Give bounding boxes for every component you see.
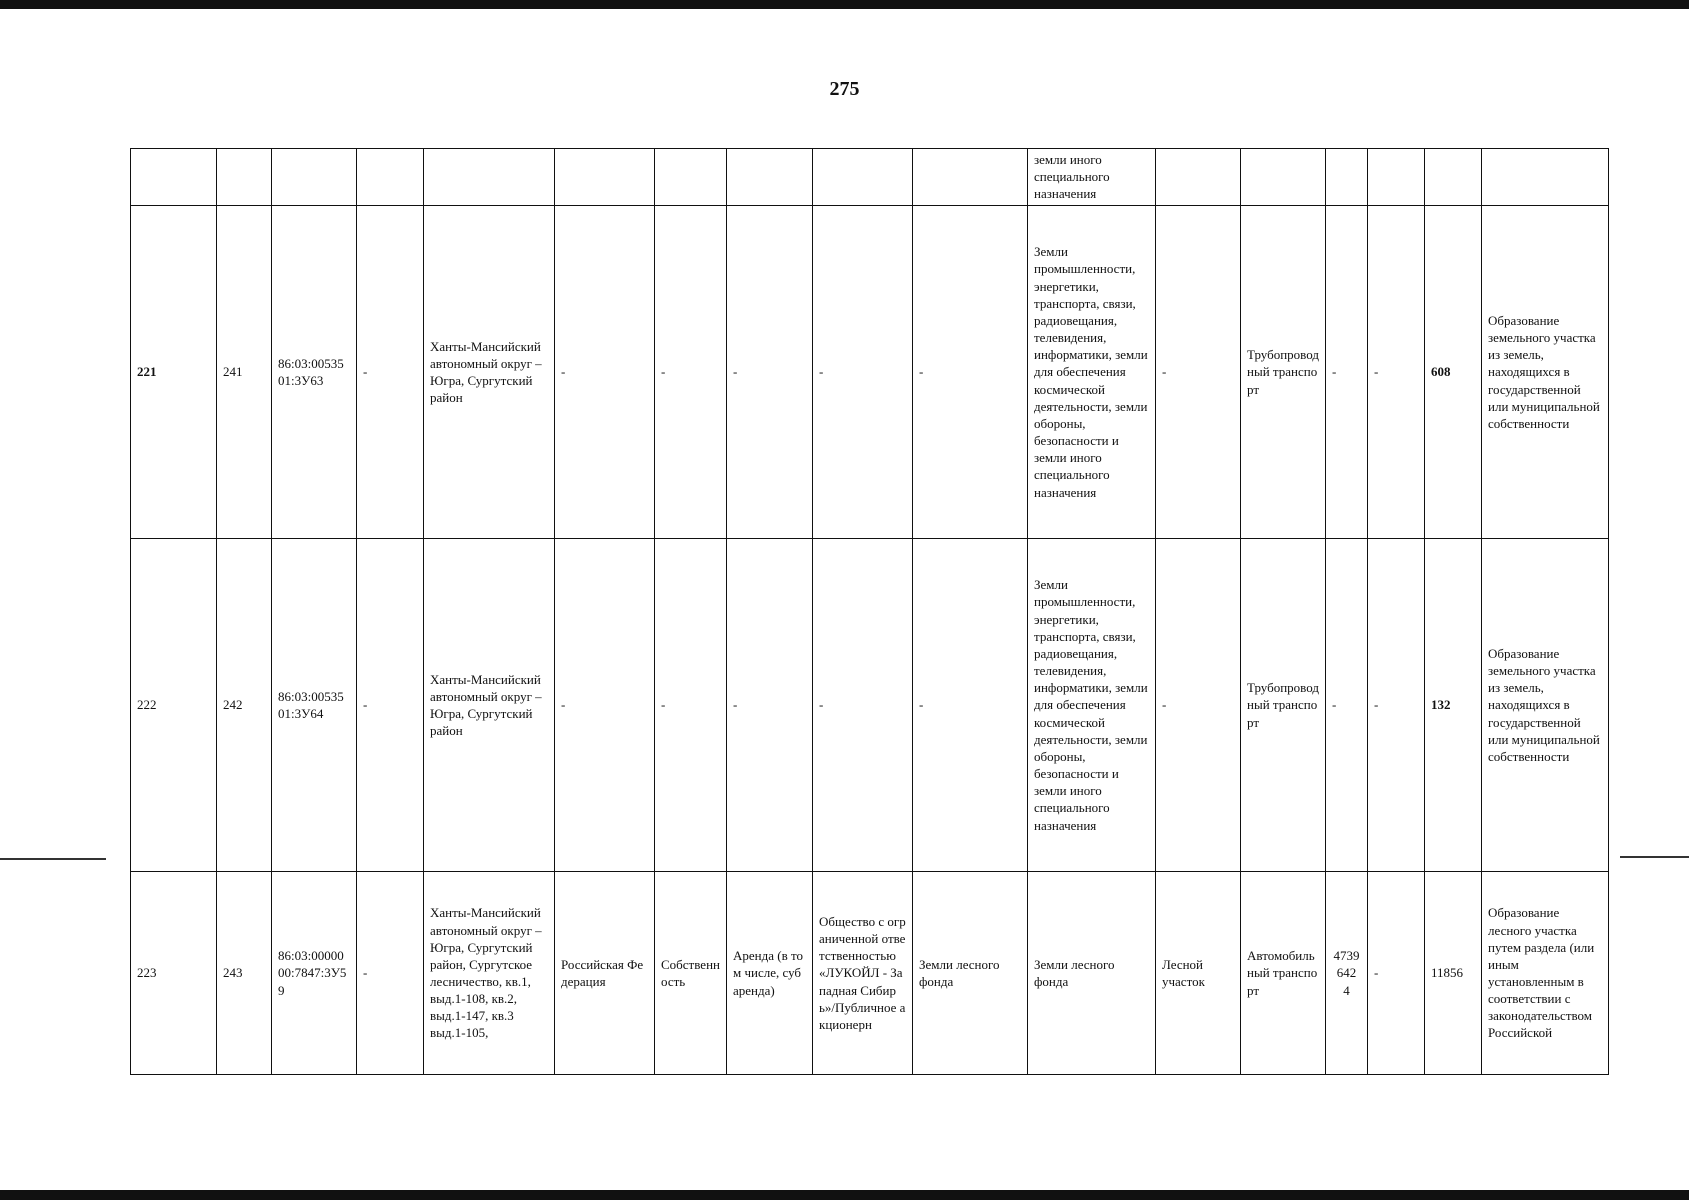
scan-top-edge	[0, 0, 1689, 9]
cell-fund: Земли лесного фонда	[913, 872, 1028, 1075]
cell-right-type: Собственность	[655, 872, 727, 1075]
scan-margin-mark-right	[1620, 856, 1689, 858]
cell-empty	[357, 149, 424, 206]
cell-land-category: Земли промышленности, энергетики, транспорта, связи, радиовещания, телевидения, информатики, земли для обеспечения космической деятельности, земли обороны, безопасности и земли иного специального назначения	[1028, 206, 1156, 539]
cell-encumbrance: Аренда (в том числе, субаренда)	[727, 872, 813, 1075]
cell-row-number: 222	[131, 539, 217, 872]
cell-empty	[1326, 149, 1368, 206]
cell-area-1: -	[1326, 539, 1368, 872]
cell-land-category: Земли лесного фонда	[1028, 872, 1156, 1075]
cell-column-4: -	[357, 539, 424, 872]
cell-column-4: -	[357, 206, 424, 539]
cell-owner: Российская Федерация	[555, 872, 655, 1075]
cell-empty	[1241, 149, 1326, 206]
cell-empty	[424, 149, 555, 206]
cell-area-1: 4739642 4	[1326, 872, 1368, 1075]
registry-table	[130, 148, 1609, 1075]
cell-record-id: 242	[217, 539, 272, 872]
cell-formation-reason: Образование земельного участка из земель, находящихся в государственной или муниципальной собственности	[1482, 539, 1609, 872]
cell-encumbrance: -	[727, 206, 813, 539]
cell-location: Ханты-Мансийский автономный округ – Югра, Сургутский район	[424, 539, 555, 872]
cell-empty	[1368, 149, 1425, 206]
cell-cadastral-number: 86:03:0053501:3У64	[272, 539, 357, 872]
cell-land-category: Земли промышленности, энергетики, транспорта, связи, радиовещания, телевидения, информатики, земли для обеспечения космической деятельности, земли обороны, безопасности и земли иного специального назначения	[1028, 539, 1156, 872]
cell-permitted-use: Лесной участок	[1156, 872, 1241, 1075]
cell-location: Ханты-Мансийский автономный округ – Югра, Сургутский район, Сургутское лесничество, кв.1, выд.1-108, кв.2, выд.1-147, кв.3 выд.1-105,	[424, 872, 555, 1075]
table-row	[131, 539, 1609, 872]
scan-bottom-edge	[0, 1190, 1689, 1200]
cell-area-3: 608	[1425, 206, 1482, 539]
cell-area-1: -	[1326, 206, 1368, 539]
cell-cadastral-number: 86:03:0000000:7847:3У59	[272, 872, 357, 1075]
cell-area-2: -	[1368, 872, 1425, 1075]
cell-owner: -	[555, 539, 655, 872]
cell-column-4: -	[357, 872, 424, 1075]
table-row-continued	[131, 149, 1609, 206]
cell-empty	[727, 149, 813, 206]
cell-area-2: -	[1368, 539, 1425, 872]
cell-area-3: 11856	[1425, 872, 1482, 1075]
page-number: 275	[829, 78, 860, 100]
cell-permitted-use: -	[1156, 206, 1241, 539]
cell-empty	[1156, 149, 1241, 206]
cell-right-holder: -	[813, 539, 913, 872]
cell-empty	[913, 149, 1028, 206]
cell-right-holder: Общество с ограниченной ответственностью «ЛУКОЙЛ - Западная Сибирь»/Публичное акционерн	[813, 872, 913, 1075]
cell-record-id: 243	[217, 872, 272, 1075]
scan-margin-mark-left	[0, 858, 106, 860]
cell-row-number: 223	[131, 872, 217, 1075]
cell-right-type: -	[655, 539, 727, 872]
table-row	[131, 872, 1609, 1075]
cell-right-holder: -	[813, 206, 913, 539]
cell-cadastral-number: 86:03:0053501:3У63	[272, 206, 357, 539]
cell-formation-reason: Образование земельного участка из земель, находящихся в государственной или муниципальной собственности	[1482, 206, 1609, 539]
table-row	[131, 206, 1609, 539]
cell-row-number: 221	[131, 206, 217, 539]
cell-empty	[272, 149, 357, 206]
cell-owner: -	[555, 206, 655, 539]
cell-area-3: 132	[1425, 539, 1482, 872]
cell-empty	[555, 149, 655, 206]
cell-fund: -	[913, 539, 1028, 872]
cell-empty	[1482, 149, 1609, 206]
cell-permitted-use: -	[1156, 539, 1241, 872]
cell-purpose: Трубопроводный транспорт	[1241, 206, 1326, 539]
cell-empty	[217, 149, 272, 206]
cell-formation-reason: Образование лесного участка путем раздела (или иным установленным в соответствии с законодательством Российской	[1482, 872, 1609, 1075]
cell-fund: -	[913, 206, 1028, 539]
cell-encumbrance: -	[727, 539, 813, 872]
cell-empty	[131, 149, 217, 206]
cell-land-category: земли иного специального назначения	[1028, 149, 1156, 206]
cell-empty	[813, 149, 913, 206]
cell-purpose: Трубопроводный транспорт	[1241, 539, 1326, 872]
cell-right-type: -	[655, 206, 727, 539]
cell-empty	[655, 149, 727, 206]
cell-area-2: -	[1368, 206, 1425, 539]
cell-record-id: 241	[217, 206, 272, 539]
cell-location: Ханты-Мансийский автономный округ – Югра, Сургутский район	[424, 206, 555, 539]
cell-empty	[1425, 149, 1482, 206]
cell-purpose: Автомобильный транспорт	[1241, 872, 1326, 1075]
